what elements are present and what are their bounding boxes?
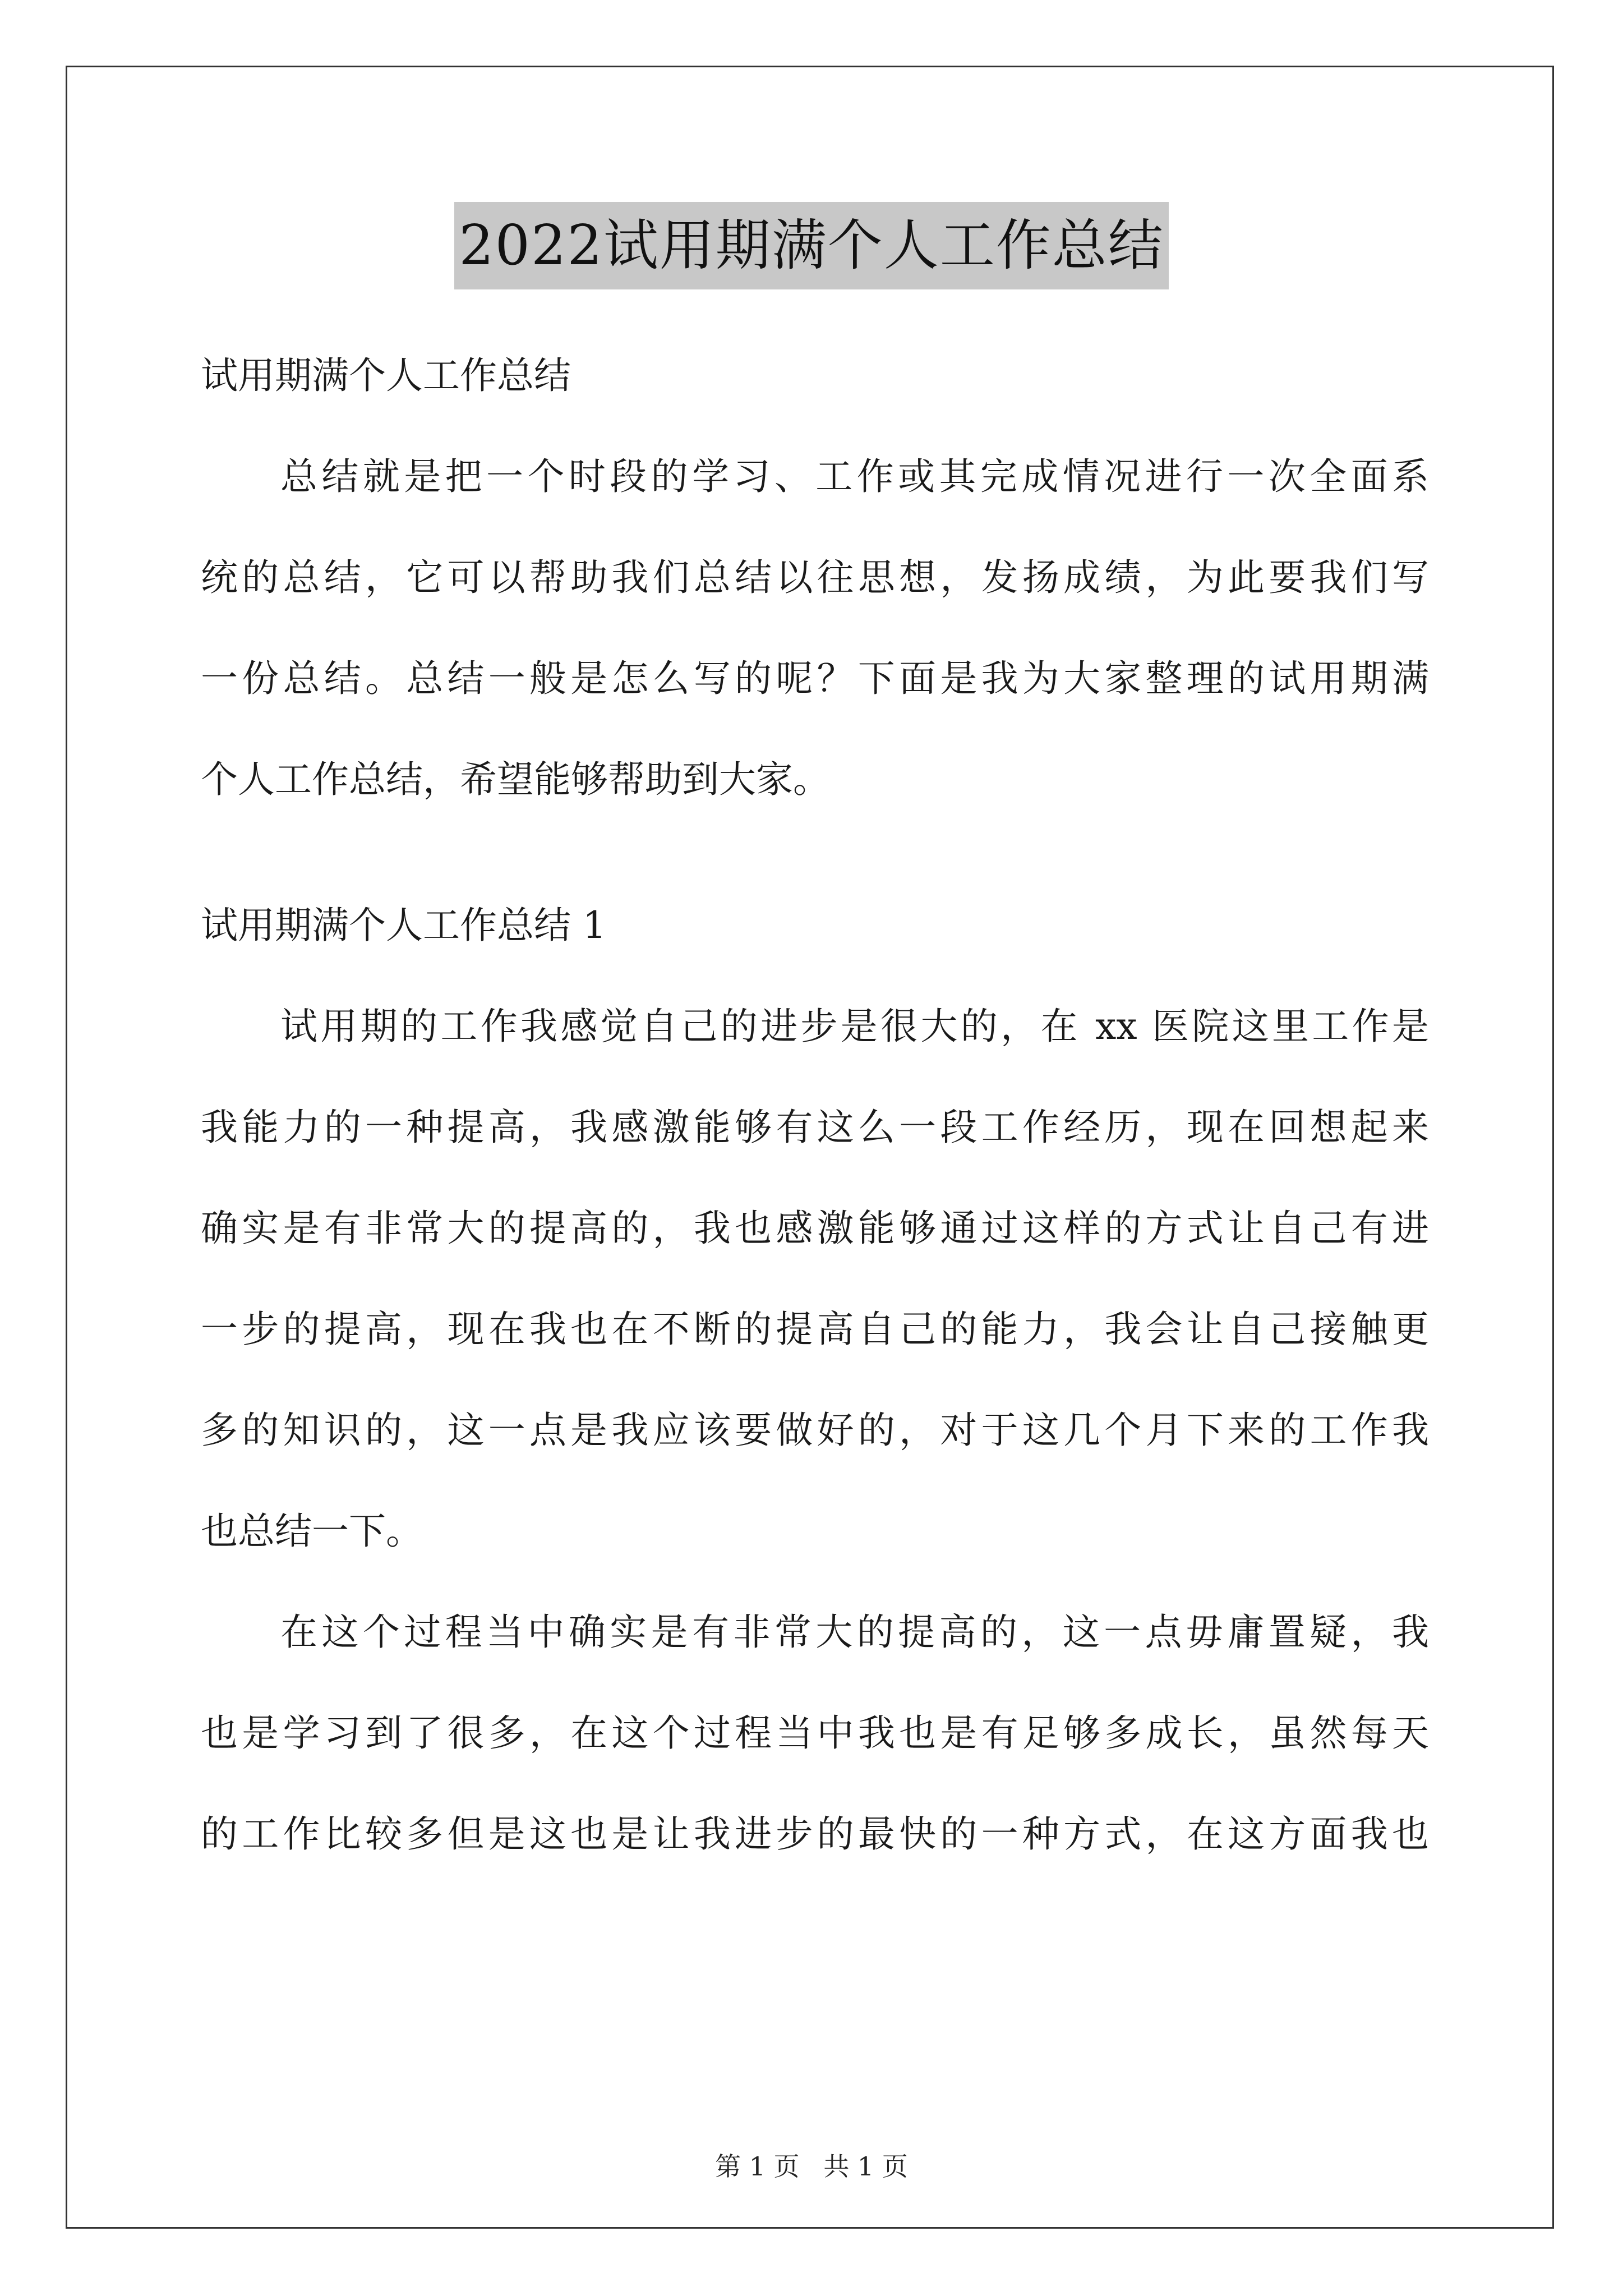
paragraph-line: 也总结一下。	[201, 1510, 423, 1553]
paragraph-line: 多的知识的，这一点是我应该要做好的，对于这几个月下来的工作我	[201, 1409, 1429, 1452]
paragraph-line: 试用期的工作我感觉自己的进步是很大的，在 xx 医院这里工作是	[280, 1005, 1429, 1048]
intro-line: 总结就是把一个时段的学习、工作或其完成情况进行一次全面系	[280, 455, 1429, 498]
page-number: 第 1 页	[715, 2151, 800, 2182]
paragraph-line: 一步的提高，现在我也在不断的提高自己的能力，我会让自己接触更	[201, 1308, 1429, 1351]
document-subtitle: 试用期满个人工作总结	[201, 354, 571, 397]
paragraph-1	[201, 999, 1429, 1559]
page-total: 共 1 页	[823, 2151, 908, 2182]
intro-paragraph	[201, 449, 1429, 808]
paragraph-2	[201, 1604, 1429, 1862]
title-block	[0, 202, 1623, 289]
document-title: 2022试用期满个人工作总结	[454, 202, 1168, 289]
paragraph-line: 也是学习到了很多，在这个过程当中我也是有足够多成长，虽然每天	[201, 1711, 1429, 1755]
intro-line: 统的总结，它可以帮助我们总结以往思想，发扬成绩，为此要我们写	[201, 556, 1429, 599]
document-body	[201, 348, 1429, 1907]
intro-line: 一份总结。总结一般是怎么写的呢？下面是我为大家整理的试用期满	[201, 657, 1429, 700]
intro-line: 个人工作总结，希望能够帮助到大家。	[201, 758, 830, 801]
section-heading: 试用期满个人工作总结 1	[201, 904, 606, 947]
page-footer	[0, 2150, 1623, 2183]
paragraph-line: 在这个过程当中确实是有非常大的提高的，这一点毋庸置疑，我	[280, 1611, 1429, 1654]
paragraph-line: 确实是有非常大的提高的，我也感激能够通过这样的方式让自己有进	[201, 1207, 1429, 1250]
paragraph-line: 我能力的一种提高，我感激能够有这么一段工作经历，现在回想起来	[201, 1106, 1429, 1149]
paragraph-line: 的工作比较多但是这也是让我进步的最快的一种方式，在这方面我也	[201, 1812, 1429, 1856]
